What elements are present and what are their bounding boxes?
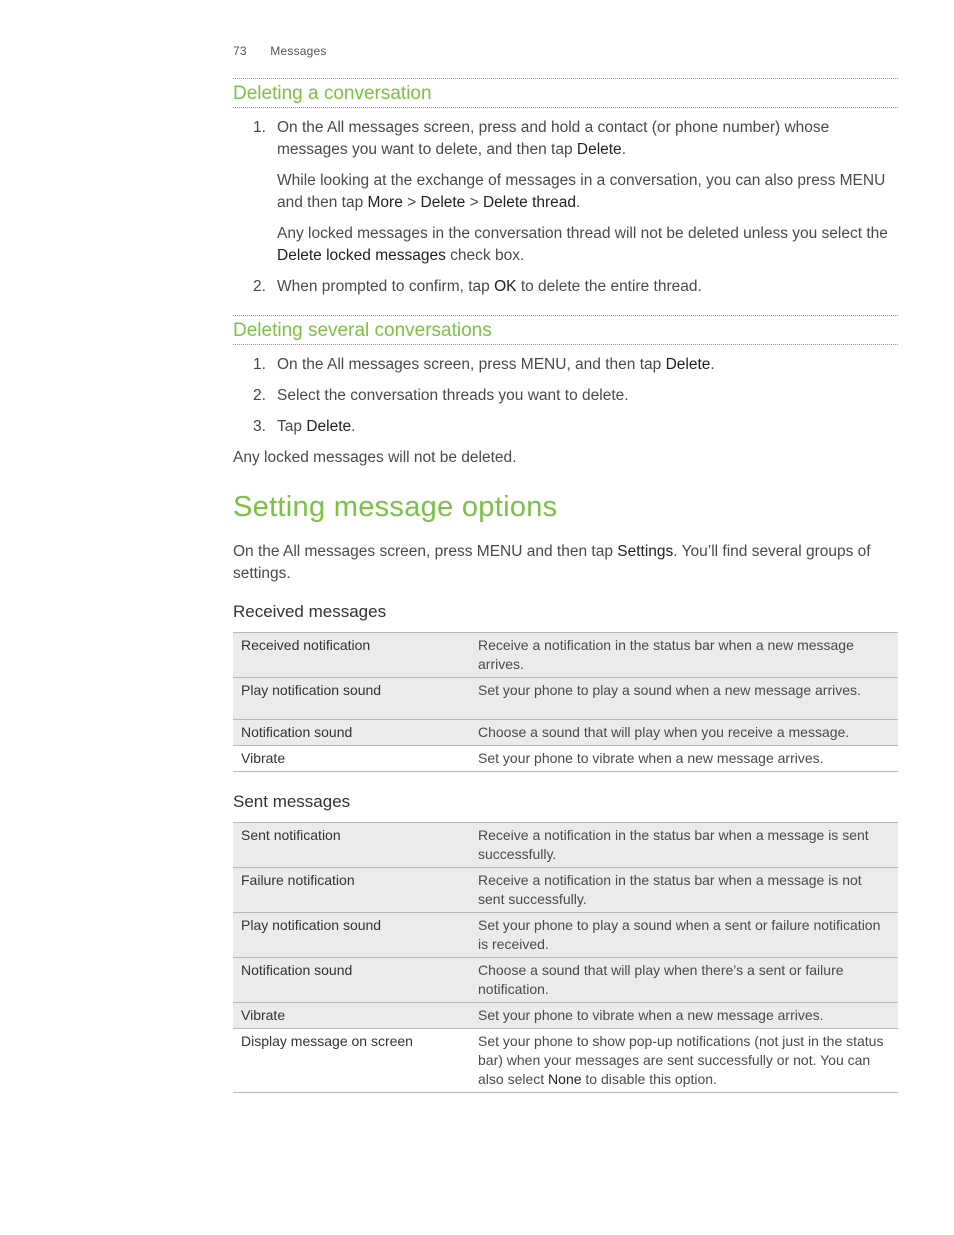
text: . bbox=[351, 418, 356, 435]
ui-term: Delete bbox=[576, 141, 622, 158]
text: . bbox=[710, 356, 715, 373]
steps-list bbox=[233, 117, 898, 298]
option-name: Failure notification bbox=[241, 872, 355, 888]
step-3 bbox=[233, 416, 898, 438]
ui-term: Delete locked messages bbox=[277, 247, 446, 264]
divider bbox=[233, 107, 898, 108]
text: On the All messages screen, press and hold a contact (or phone number) whose messages you want to delete, and then tap bbox=[277, 119, 830, 158]
ui-term: Delete bbox=[665, 356, 711, 373]
option-desc: Choose a sound that will play when you receive a message. bbox=[478, 724, 850, 740]
option-desc: Set your phone to vibrate when a new message arrives. bbox=[478, 1007, 824, 1023]
table-row bbox=[233, 913, 898, 958]
option-desc: Choose a sound that will play when there’s a sent or failure notification. bbox=[478, 962, 844, 997]
ui-term: None bbox=[548, 1071, 582, 1087]
text: . bbox=[576, 194, 581, 211]
text: to disable this option. bbox=[581, 1071, 717, 1087]
step-2 bbox=[233, 276, 898, 298]
step-number: 1. bbox=[253, 119, 266, 136]
sent-heading: Sent messages bbox=[233, 792, 351, 811]
table-row bbox=[233, 823, 898, 868]
option-name: Notification sound bbox=[241, 962, 353, 978]
text: On the All messages screen, press MENU, and then tap bbox=[277, 356, 666, 373]
step-text bbox=[277, 385, 898, 407]
table-row bbox=[233, 633, 898, 678]
divider bbox=[233, 344, 898, 345]
step-text bbox=[277, 354, 898, 376]
step-text bbox=[277, 416, 898, 438]
ui-term: Delete thread bbox=[482, 194, 577, 211]
option-name: Play notification sound bbox=[241, 917, 382, 933]
option-desc: Receive a notification in the status bar when a new message arrives. bbox=[478, 637, 854, 672]
step-number: 3. bbox=[253, 418, 266, 435]
step-number: 2. bbox=[253, 278, 266, 295]
text: Select the conversation threads you want to delete. bbox=[277, 387, 629, 404]
received-heading: Received messages bbox=[233, 602, 387, 621]
text: to delete the entire thread. bbox=[516, 278, 702, 295]
step-text bbox=[277, 276, 898, 298]
option-name: Sent notification bbox=[241, 827, 341, 843]
step-number: 2. bbox=[253, 387, 266, 404]
text: While looking at the exchange of messages in a conversation, you can also press MENU and then tap bbox=[277, 172, 886, 211]
text: . You’ll find several groups of settings. bbox=[233, 543, 871, 582]
table-row bbox=[233, 720, 898, 746]
option-desc: Set your phone to play a sound when a sent or failure notification is received. bbox=[478, 917, 881, 952]
text: On the All messages screen, press MENU and then tap bbox=[233, 543, 618, 560]
section-title: Deleting a conversation bbox=[233, 83, 432, 104]
step-text bbox=[277, 223, 898, 267]
section-deleting-conversation bbox=[233, 78, 898, 307]
ui-term: Delete bbox=[420, 194, 466, 211]
step-number: 1. bbox=[253, 356, 266, 373]
section-title: Deleting several conversations bbox=[233, 320, 492, 341]
table-row bbox=[233, 1003, 898, 1029]
option-desc bbox=[470, 1029, 898, 1093]
ui-term: OK bbox=[494, 278, 517, 295]
running-header bbox=[233, 44, 327, 58]
option-desc: Receive a notification in the status bar when a message is not sent successfully. bbox=[478, 872, 862, 907]
option-desc: Set your phone to vibrate when a new message arrives. bbox=[478, 750, 824, 766]
chapter-name: Messages bbox=[270, 44, 327, 58]
step-1 bbox=[233, 117, 898, 267]
table-row bbox=[233, 1029, 898, 1093]
option-desc: Set your phone to play a sound when a new message arrives. bbox=[478, 682, 861, 698]
table-row bbox=[233, 678, 898, 720]
ui-term: Delete bbox=[306, 418, 352, 435]
option-name: Notification sound bbox=[241, 724, 353, 740]
sent-table bbox=[233, 822, 898, 1093]
option-name: Received notification bbox=[241, 637, 371, 653]
note: Any locked messages will not be deleted. bbox=[233, 449, 517, 466]
section-deleting-several bbox=[233, 315, 898, 469]
step-text bbox=[277, 170, 898, 214]
steps-list bbox=[233, 354, 898, 438]
text: Tap bbox=[277, 418, 307, 435]
text: Any locked messages in the conversation thread will not be deleted unless you select the bbox=[277, 225, 888, 242]
option-name: Vibrate bbox=[241, 1007, 286, 1023]
ui-term: Settings bbox=[617, 543, 674, 560]
option-name: Display message on screen bbox=[241, 1033, 413, 1049]
step-text bbox=[277, 117, 898, 161]
text: check box. bbox=[445, 247, 525, 264]
divider bbox=[233, 78, 898, 79]
text: > bbox=[465, 194, 483, 211]
divider bbox=[233, 315, 898, 316]
step-2 bbox=[233, 385, 898, 407]
option-name: Vibrate bbox=[241, 750, 286, 766]
table-row bbox=[233, 868, 898, 913]
text: When prompted to confirm, tap bbox=[277, 278, 495, 295]
text: > bbox=[402, 194, 421, 211]
intro-text bbox=[233, 541, 898, 585]
text: . bbox=[621, 141, 626, 158]
table-row bbox=[233, 746, 898, 772]
table-row bbox=[233, 958, 898, 1003]
received-table bbox=[233, 632, 898, 772]
ui-term: More bbox=[367, 194, 403, 211]
text: Set your phone to show pop-up notifications (not just in the status bar) when your messages are sent successfully or not. You can also select bbox=[478, 1033, 884, 1087]
step-1 bbox=[233, 354, 898, 376]
option-desc: Receive a notification in the status bar when a message is sent successfully. bbox=[478, 827, 869, 862]
page-title: Setting message options bbox=[233, 491, 558, 523]
option-name: Play notification sound bbox=[241, 682, 382, 698]
page-number: 73 bbox=[233, 44, 247, 58]
